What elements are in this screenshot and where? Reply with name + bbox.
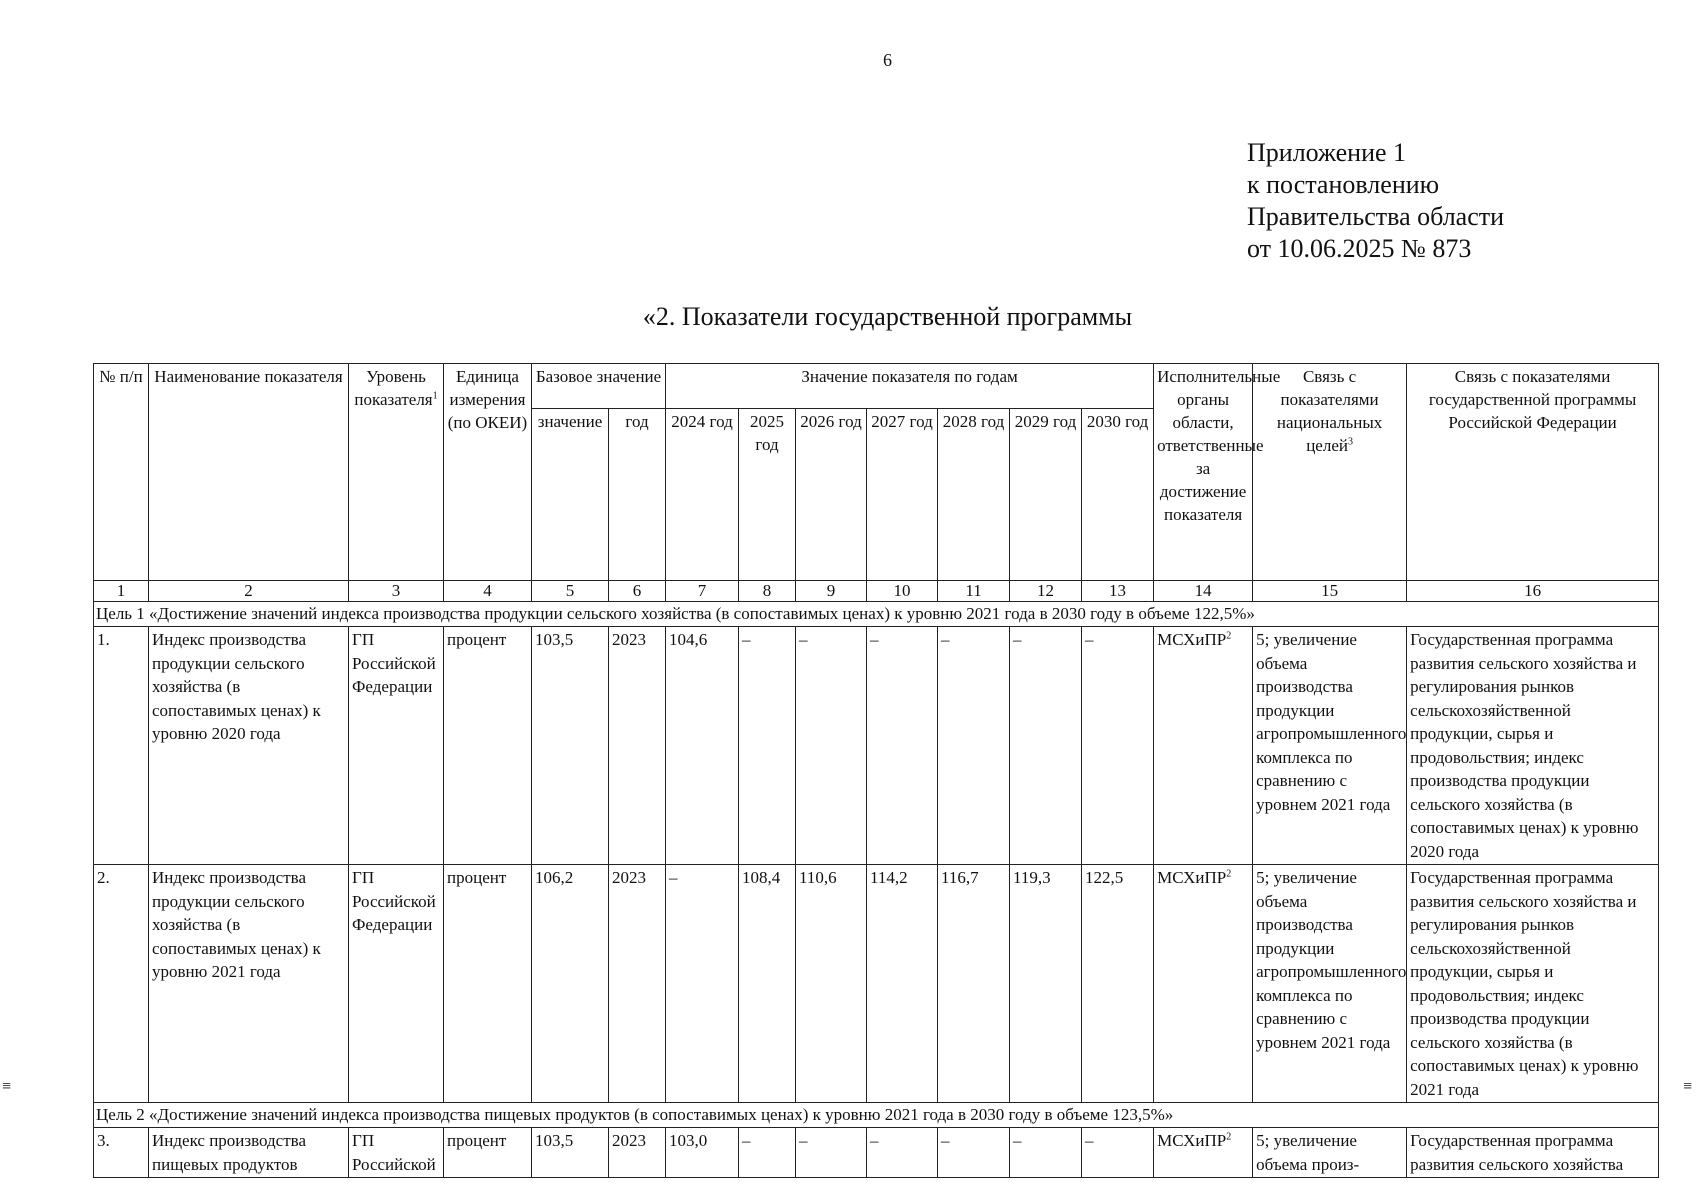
executor [1154, 1128, 1253, 1178]
national-goal-link: 5; увеличение объема производства продукции агропромышленного комплекса по сравнению с уровнем 2021 года [1253, 865, 1407, 1103]
header-level [349, 364, 444, 581]
header-national-goals-text: Связь с показателями национальных целей [1276, 367, 1383, 455]
executor-text: МСХиПР [1157, 868, 1227, 887]
header-level-text: Уровень показателя [354, 367, 433, 409]
column-number: 12 [1010, 581, 1082, 602]
column-number: 9 [796, 581, 867, 602]
base-value: 106,2 [532, 865, 609, 1103]
column-number: 11 [938, 581, 1010, 602]
header-federal-program: Связь с показателями государственной программы Российской Федерации [1407, 364, 1659, 581]
base-value: 103,5 [532, 1128, 609, 1178]
executor [1154, 865, 1253, 1103]
header-year-2030: 2030 год [1082, 409, 1154, 581]
column-number: 13 [1082, 581, 1154, 602]
column-number: 15 [1253, 581, 1407, 602]
indicator-name: Индекс производства пищевых продуктов [149, 1128, 349, 1178]
header-num: № п/п [94, 364, 149, 581]
column-numbers-row [94, 581, 1659, 602]
executor-text: МСХиПР [1157, 630, 1227, 649]
indicators-table-wrapper [93, 363, 1658, 1178]
base-year: 2023 [609, 865, 666, 1103]
federal-program-link: Государственная программа развития сельского хозяйства и регулирования рынков сельскохозяйственной продукции, сырья и продовольствия; индекс производства продукции сельского хозяйства (в сопоставимых ценах) к уровню 2021 года [1407, 865, 1659, 1103]
federal-program-link: Государственная программа развития сельского хозяйства и регулирования рынков сельскохозяйственной продукции, сырья и продовольствия; индекс производства продукции сельского хозяйства (в сопоставимых ценах) к уровню 2020 года [1407, 627, 1659, 865]
value-2030: – [1082, 627, 1154, 865]
value-2028: – [938, 627, 1010, 865]
header-year-2026: 2026 год [796, 409, 867, 581]
executor-footnote: 2 [1226, 1131, 1232, 1143]
value-2029: – [1010, 627, 1082, 865]
goal-row-1 [94, 602, 1659, 627]
base-year: 2023 [609, 627, 666, 865]
value-2028: – [938, 1128, 1010, 1178]
indicator-level: ГП Российской Федерации [349, 865, 444, 1103]
value-2024: – [666, 865, 739, 1103]
value-2026: 110,6 [796, 865, 867, 1103]
value-2026: – [796, 627, 867, 865]
appendix-line-1: Приложение 1 [1247, 138, 1407, 167]
column-number: 2 [149, 581, 349, 602]
column-number: 6 [609, 581, 666, 602]
column-number: 3 [349, 581, 444, 602]
value-2028: 116,7 [938, 865, 1010, 1103]
document-title: «2. Показатели государственной программы [642, 302, 1133, 331]
executor-footnote: 2 [1226, 868, 1232, 880]
column-number: 8 [739, 581, 796, 602]
value-2025: 108,4 [739, 865, 796, 1103]
national-goal-link: 5; увеличение объема произ- [1253, 1128, 1407, 1178]
value-2025: – [739, 627, 796, 865]
table-row [94, 865, 1659, 1103]
indicator-unit: процент [444, 865, 532, 1103]
base-value: 103,5 [532, 627, 609, 865]
header-year-2027: 2027 год [867, 409, 938, 581]
header-national-goals [1253, 364, 1407, 581]
column-number: 7 [666, 581, 739, 602]
value-2027: 114,2 [867, 865, 938, 1103]
column-number: 10 [867, 581, 938, 602]
executor-footnote: 2 [1226, 630, 1232, 642]
header-year-2024: 2024 год [666, 409, 739, 581]
national-goal-link: 5; увеличение объема производства продукции агропромышленного комплекса по сравнению с уровнем 2021 года [1253, 627, 1407, 865]
row-num: 1. [94, 627, 149, 865]
table-row [94, 1128, 1659, 1178]
header-base: Базовое значение [532, 364, 666, 409]
column-number: 1 [94, 581, 149, 602]
goal-1-text: Цель 1 «Достижение значений индекса производства продукции сельского хозяйства (в сопоставимых ценах) к уровню 2021 года в 2030 году в объеме 122,5%» [94, 602, 1659, 627]
indicator-unit: процент [444, 1128, 532, 1178]
header-year-2025: 2025 год [739, 409, 796, 581]
goal-2-text: Цель 2 «Достижение значений индекса производства пищевых продуктов (в сопоставимых ценах) к уровню 2021 года в 2030 году в объеме 123,5%» [94, 1103, 1659, 1128]
page-number: 6 [883, 50, 892, 70]
header-years-group: Значение показателя по годам [666, 364, 1154, 409]
header-name: Наименование показателя [149, 364, 349, 581]
base-year: 2023 [609, 1128, 666, 1178]
column-number: 4 [444, 581, 532, 602]
goal-row-2 [94, 1103, 1659, 1128]
row-num: 2. [94, 865, 149, 1103]
value-2024: 103,0 [666, 1128, 739, 1178]
column-number: 16 [1407, 581, 1659, 602]
indicator-level: ГП Российской Федерации [349, 627, 444, 865]
executor-text: МСХиПР [1157, 1131, 1227, 1150]
column-number: 5 [532, 581, 609, 602]
value-2025: – [739, 1128, 796, 1178]
value-2024: 104,6 [666, 627, 739, 865]
row-num: 3. [94, 1128, 149, 1178]
value-2027: – [867, 1128, 938, 1178]
appendix-line-3: Правительства области [1247, 202, 1505, 231]
header-executors: Исполнительные органы области, ответственные за достижение показателя [1154, 364, 1253, 581]
header-base-year: год [609, 409, 666, 581]
value-2027: – [867, 627, 938, 865]
indicator-unit: процент [444, 627, 532, 865]
header-base-value: значение [532, 409, 609, 581]
indicator-level: ГП Российской [349, 1128, 444, 1178]
value-2029: – [1010, 1128, 1082, 1178]
value-2030: – [1082, 1128, 1154, 1178]
appendix-line-4: от 10.06.2025 № 873 [1247, 234, 1472, 263]
header-year-2029: 2029 год [1010, 409, 1082, 581]
table-row [94, 627, 1659, 865]
value-2026: – [796, 1128, 867, 1178]
header-national-goals-footnote: 3 [1347, 436, 1353, 448]
federal-program-link: Государственная программа развития сельского хозяйства [1407, 1128, 1659, 1178]
value-2029: 119,3 [1010, 865, 1082, 1103]
header-year-2028: 2028 год [938, 409, 1010, 581]
margin-mark-right: ≡ [1683, 1078, 1693, 1095]
value-2030: 122,5 [1082, 865, 1154, 1103]
appendix-block [1247, 137, 1504, 265]
indicator-name: Индекс производства продукции сельского хозяйства (в сопоставимых ценах) к уровню 2021 года [149, 865, 349, 1103]
appendix-line-2: к постановлению [1247, 170, 1440, 199]
header-level-footnote: 1 [432, 390, 438, 402]
column-number: 14 [1154, 581, 1253, 602]
margin-mark-left: ≡ [2, 1078, 12, 1095]
indicator-name: Индекс производства продукции сельского хозяйства (в сопоставимых ценах) к уровню 2020 года [149, 627, 349, 865]
header-unit: Единица измерения (по ОКЕИ) [444, 364, 532, 581]
executor [1154, 627, 1253, 865]
indicators-table [93, 363, 1659, 1178]
